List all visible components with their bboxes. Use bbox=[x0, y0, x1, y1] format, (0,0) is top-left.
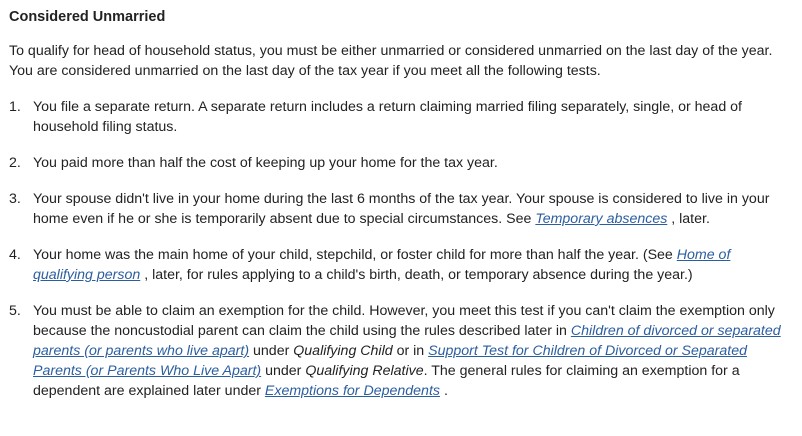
intro-paragraph: To qualify for head of household status, you must be either unmarried or considered unmarried on the last day of the year. You are considered unmarried on the last day of the tax year if you meet all the following tests. bbox=[9, 43, 773, 79]
support-test-link[interactable]: Support Test for Children of Divorced or Separated Parents (or Parents Who Live Apart) bbox=[33, 343, 747, 379]
section-heading: Considered Unmarried bbox=[9, 9, 166, 25]
item-text: You file a separate return. A separate return includes a return claiming married filing separately, single, or head of household filing status. bbox=[33, 99, 742, 135]
item-text: You must be able to claim an exemption for the child. However, you meet this test if you can't claim the exemption only because the noncustodial parent can claim the child using the rules described later in bbox=[33, 303, 775, 339]
item-text: under bbox=[261, 363, 306, 379]
item-text: or in bbox=[392, 343, 429, 359]
tests-list bbox=[9, 97, 790, 401]
exemptions-for-dependents-link[interactable]: Exemptions for Dependents bbox=[264, 383, 440, 399]
item-text: Your home was the main home of your child, stepchild, or foster child for more than half the year. (See bbox=[33, 247, 677, 263]
qualifying-relative-term: Qualifying Relative bbox=[305, 363, 424, 379]
item-text-tail: . bbox=[440, 383, 448, 399]
home-of-qualifying-person-link[interactable]: Home of qualifying person bbox=[33, 247, 731, 283]
list-item bbox=[9, 189, 790, 229]
item-number: 3. bbox=[9, 191, 21, 207]
item-text-tail: , later, for rules applying to a child's birth, death, or temporary absence during the year.) bbox=[140, 267, 693, 283]
temporary-absences-link[interactable]: Temporary absences bbox=[535, 211, 668, 227]
item-text-tail: , later. bbox=[667, 211, 710, 227]
children-of-divorced-parents-link[interactable]: Children of divorced or separated parents (or parents who live apart) bbox=[33, 323, 781, 359]
qualifying-child-term: Qualifying Child bbox=[293, 343, 393, 359]
item-text: You paid more than half the cost of keeping up your home for the tax year. bbox=[33, 155, 498, 171]
item-number: 5. bbox=[9, 303, 21, 319]
item-text: under bbox=[249, 343, 294, 359]
item-number: 1. bbox=[9, 99, 21, 115]
list-item bbox=[9, 97, 790, 137]
list-item bbox=[9, 301, 790, 401]
item-text: Your spouse didn't live in your home during the last 6 months of the tax year. Your spouse is considered to live in your home even if he or she is temporarily absent due to special circumstances. See bbox=[33, 191, 770, 227]
list-item bbox=[9, 153, 790, 173]
list-item bbox=[9, 245, 790, 285]
item-number: 4. bbox=[9, 247, 21, 263]
item-text: . The general rules for claiming an exemption for a dependent are explained later under bbox=[33, 363, 740, 399]
item-number: 2. bbox=[9, 155, 21, 171]
